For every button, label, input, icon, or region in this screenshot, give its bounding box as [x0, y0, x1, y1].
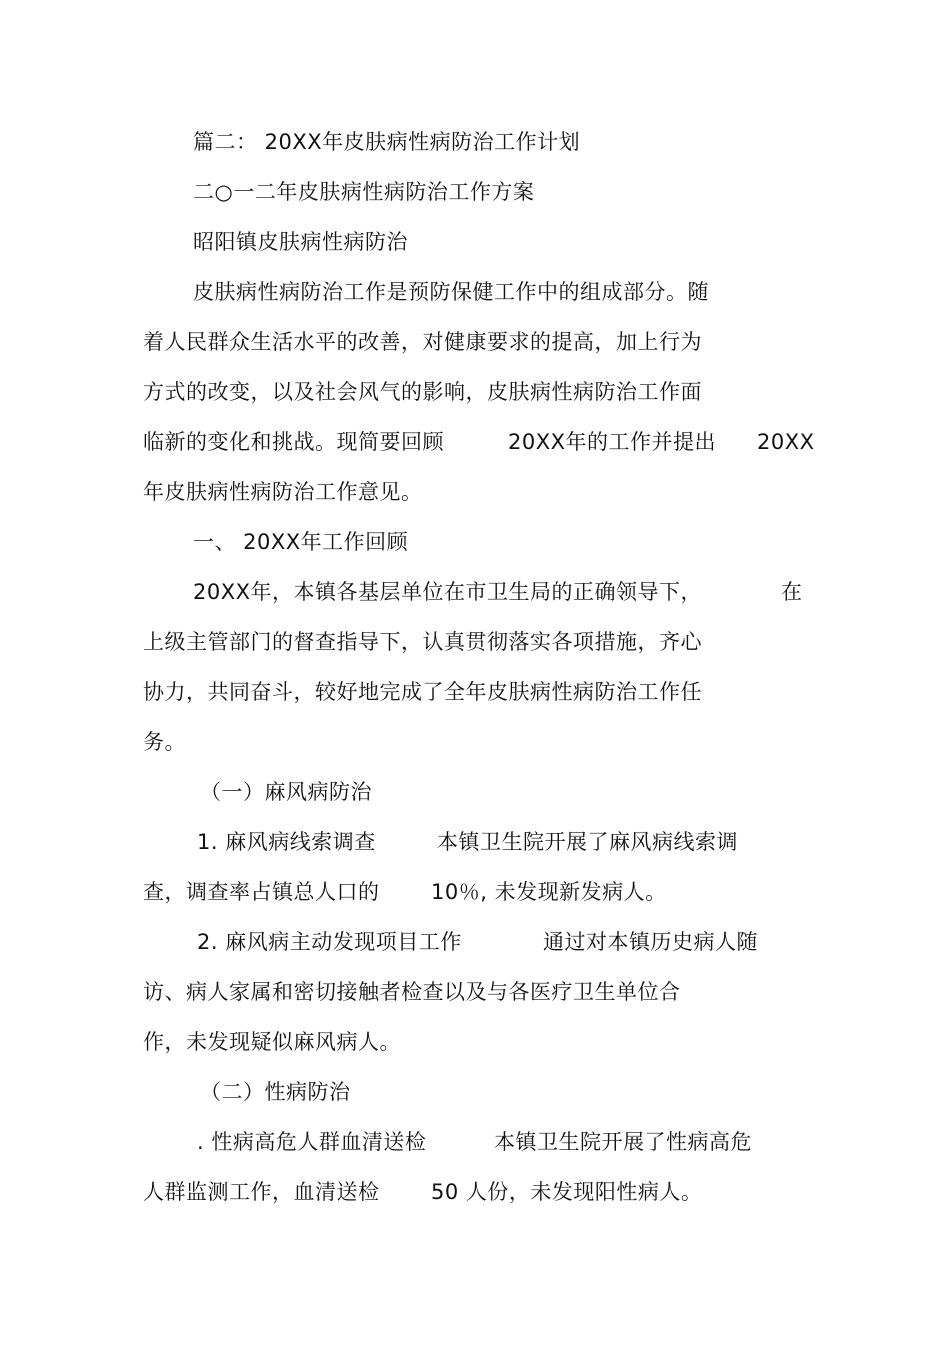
organization-line: 昭阳镇皮肤病性病防治 — [193, 230, 408, 254]
plan-title: 二○一二年皮肤病性病防治工作方案 — [193, 180, 535, 204]
paragraph-line: 查，调查率占镇总人口的 — [143, 880, 380, 904]
paragraph-line: 作，未发现疑似麻风病人。 — [143, 1030, 401, 1054]
paragraph-line: 人群监测工作，血清送检 — [143, 1180, 380, 1204]
item-label: 1. 麻风病线索调查 — [197, 830, 376, 854]
paragraph-line-fragment: 20XX — [757, 430, 815, 454]
paragraph-line: 方式的改变，以及社会风气的影响，皮肤病性病防治工作面 — [143, 380, 702, 404]
item-label: 2. 麻风病主动发现项目工作 — [197, 930, 462, 954]
item-text: 通过对本镇历史病人随 — [543, 930, 758, 954]
paragraph-line: 年皮肤病性病防治工作意见。 — [143, 480, 423, 504]
section-title: 篇二： 20XX年皮肤病性病防治工作计划 — [193, 130, 581, 154]
heading-review: 一、 20XX年工作回顾 — [193, 530, 409, 554]
paragraph-line: 协力，共同奋斗，较好地完成了全年皮肤病性病防治工作任 — [143, 680, 702, 704]
paragraph-line: 着人民群众生活水平的改善，对健康要求的提高，加上行为 — [143, 330, 702, 354]
paragraph-line-fragment: 50 人份，未发现阳性病人。 — [431, 1180, 703, 1204]
paragraph-line-fragment: 在 — [781, 580, 803, 604]
paragraph-line: 临新的变化和挑战。现简要回顾 — [143, 430, 444, 454]
subheading-std: （二）性病防治 — [200, 1080, 351, 1104]
paragraph-line-fragment: 20XX年的工作并提出 — [508, 430, 716, 454]
paragraph-line: 上级主管部门的督查指导下，认真贯彻落实各项措施，齐心 — [143, 630, 702, 654]
item-text: 本镇卫生院开展了麻风病线索调 — [437, 830, 738, 854]
paragraph-line: 务。 — [143, 730, 186, 754]
subheading-leprosy: （一）麻风病防治 — [200, 780, 372, 804]
paragraph-line-fragment: 10％, 未发现新发病人。 — [431, 880, 667, 904]
paragraph-line: 20XX年，本镇各基层单位在市卫生局的正确领导下， — [193, 580, 702, 604]
paragraph-line: 访、病人家属和密切接触者检查以及与各医疗卫生单位合 — [143, 980, 681, 1004]
paragraph-line: 皮肤病性病防治工作是预防保健工作中的组成部分。随 — [193, 280, 709, 304]
item-label: . 性病高危人群血清送检 — [197, 1130, 427, 1154]
item-text: 本镇卫生院开展了性病高危 — [494, 1130, 752, 1154]
